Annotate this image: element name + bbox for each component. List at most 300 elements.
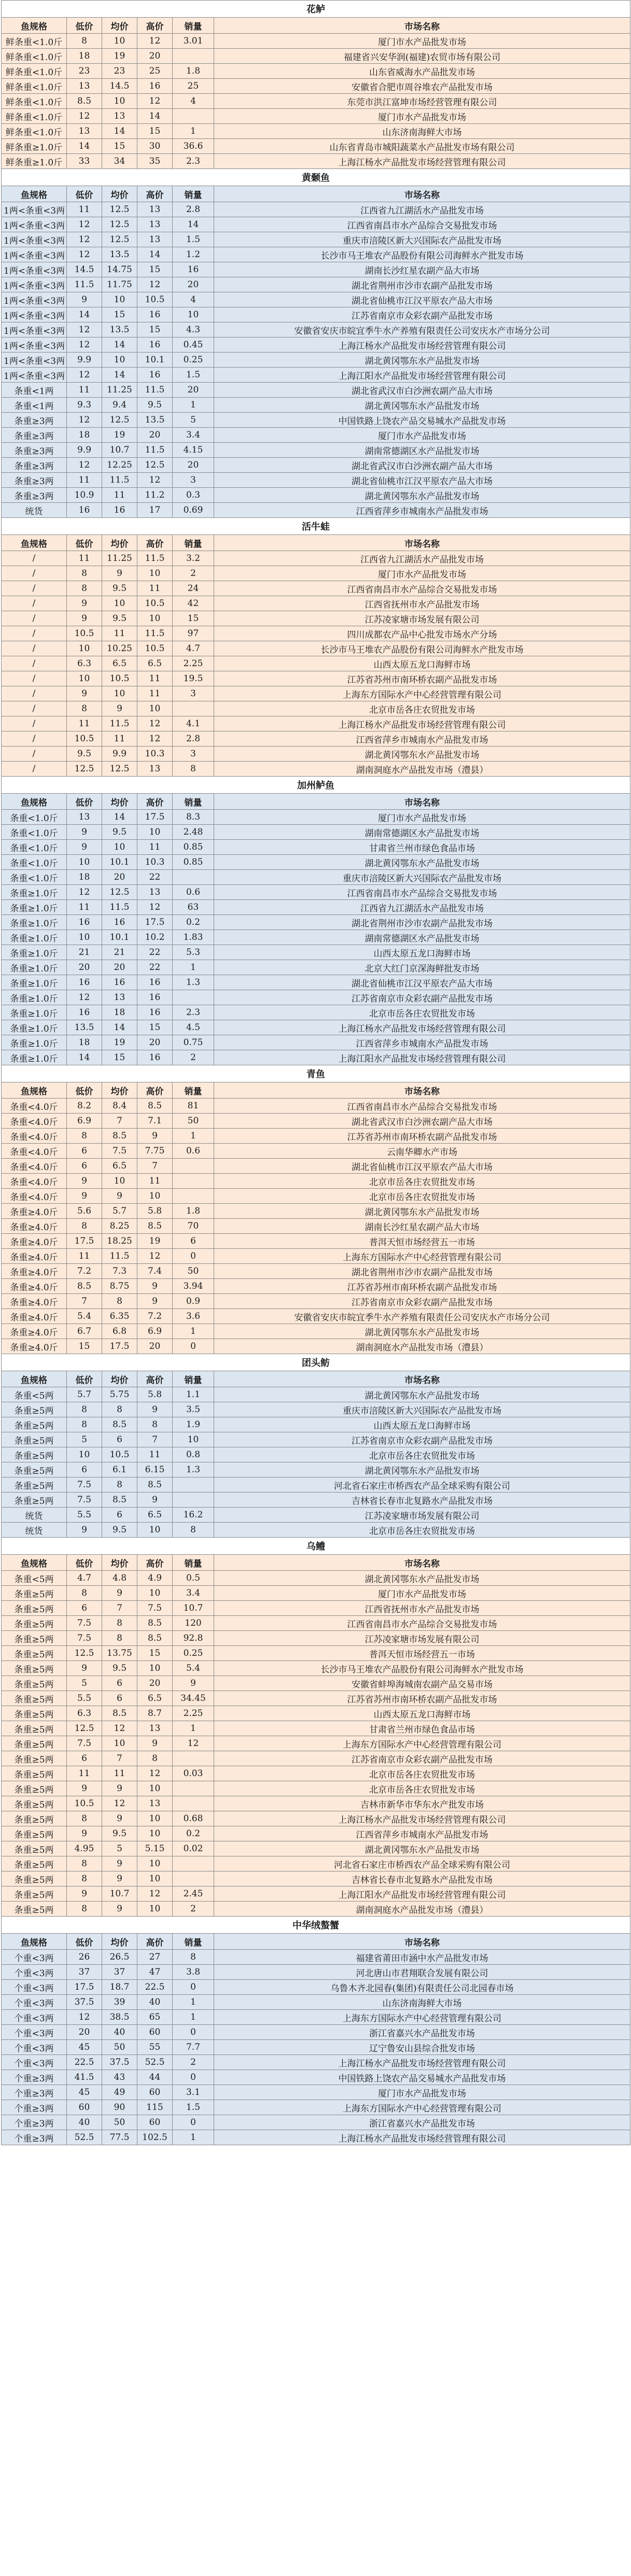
- table-row: [2, 2010, 630, 2025]
- table-row: [2, 641, 630, 656]
- volume-cell: 0.25: [173, 1646, 214, 1661]
- spec-cell: 条重≥4.0斤: [2, 1324, 67, 1339]
- market-cell: 上海东方国际水产中心经营管理有限公司: [214, 686, 630, 701]
- market-cell: 江苏省南京市众彩农副产品批发市场: [214, 1294, 630, 1309]
- high-price-cell: 15: [137, 1646, 173, 1661]
- market-cell: 上海江杨水产品批发市场经营管理有限公司: [214, 2055, 630, 2070]
- low-price-cell: 12: [67, 2010, 102, 2025]
- table-row: [2, 139, 630, 154]
- volume-cell: [173, 1796, 214, 1811]
- spec-cell: 条重≥5两: [2, 1887, 67, 1902]
- market-cell: 山西太原五龙口海鲜市场: [214, 1706, 630, 1721]
- market-cell: 湖北黄冈鄂东水产品批发市场: [214, 747, 630, 762]
- avg-price-cell: 90: [102, 2100, 137, 2115]
- section-title: 活牛蛙: [2, 518, 630, 535]
- high-price-cell: 7.1: [137, 1114, 173, 1129]
- volume-cell: 70: [173, 1219, 214, 1234]
- market-cell: 江苏凌家塘市场发展有限公司: [214, 1508, 630, 1523]
- market-cell: 厦门市水产品批发市场: [214, 1586, 630, 1601]
- avg-price-cell: 15: [102, 1050, 137, 1065]
- avg-price-cell: 10: [102, 353, 137, 368]
- volume-cell: 2.8: [173, 202, 214, 217]
- volume-cell: 0.2: [173, 1826, 214, 1841]
- high-price-cell: 10: [137, 1826, 173, 1841]
- high-price-cell: 10: [137, 1523, 173, 1538]
- header-spec: 鱼规格: [2, 18, 67, 34]
- high-price-cell: 22: [137, 945, 173, 960]
- volume-cell: 1.5: [173, 368, 214, 383]
- table-row: [2, 900, 630, 915]
- high-price-cell: 10: [137, 1902, 173, 1917]
- header-spec: 鱼规格: [2, 1934, 67, 1950]
- high-price-cell: 13: [137, 202, 173, 217]
- volume-cell: 81: [173, 1099, 214, 1114]
- table-row: [2, 1035, 630, 1050]
- table-row: [2, 1841, 630, 1856]
- volume-cell: 3.6: [173, 1309, 214, 1324]
- section-title: 团头鲂: [2, 1354, 630, 1371]
- market-cell: 重庆市涪陵区新大兴国际农产品批发市场: [214, 232, 630, 247]
- high-price-cell: 12.5: [137, 458, 173, 473]
- low-price-cell: 12: [67, 322, 102, 337]
- spec-cell: 1两<条重<3两: [2, 247, 67, 262]
- market-cell: 北京市岳各庄农贸批发市场: [214, 1766, 630, 1781]
- table-row: [2, 1736, 630, 1751]
- high-price-cell: 9: [137, 1493, 173, 1508]
- avg-price-cell: 40: [102, 2025, 137, 2040]
- low-price-cell: 9: [67, 1887, 102, 1902]
- low-price-cell: 18: [67, 49, 102, 64]
- market-cell: 山西太原五龙口海鲜市场: [214, 656, 630, 671]
- high-price-cell: 5.8: [137, 1387, 173, 1402]
- low-price-cell: 6.3: [67, 1706, 102, 1721]
- high-price-cell: 5.15: [137, 1841, 173, 1856]
- high-price-cell: 19: [137, 1234, 173, 1249]
- market-cell: 上海江阳水产品批发市场经营管理有限公司: [214, 1887, 630, 1902]
- table-row: [2, 885, 630, 900]
- low-price-cell: 12: [67, 109, 102, 124]
- volume-cell: 1.8: [173, 64, 214, 79]
- high-price-cell: 47: [137, 1965, 173, 1980]
- high-price-cell: 6.15: [137, 1462, 173, 1477]
- spec-cell: 条重<1.0斤: [2, 840, 67, 855]
- spec-cell: 鲜条重<1.0斤: [2, 79, 67, 94]
- header-low-price: 低价: [67, 535, 102, 551]
- spec-cell: 条重≥3两: [2, 413, 67, 428]
- volume-cell: 97: [173, 626, 214, 641]
- column-header-row: [2, 794, 630, 810]
- high-price-cell: 7.75: [137, 1144, 173, 1159]
- volume-cell: 8: [173, 762, 214, 777]
- high-price-cell: 16: [137, 337, 173, 353]
- header-avg-price: 均价: [102, 1555, 137, 1571]
- volume-cell: 92.8: [173, 1631, 214, 1646]
- volume-cell: 1.2: [173, 247, 214, 262]
- table-row: [2, 596, 630, 611]
- low-price-cell: 13: [67, 79, 102, 94]
- volume-cell: [173, 701, 214, 716]
- header-volume: 销量: [173, 535, 214, 551]
- table-row: [2, 810, 630, 825]
- avg-price-cell: 13: [102, 990, 137, 1005]
- column-header-row: [2, 18, 630, 34]
- table-row: [2, 1402, 630, 1417]
- header-avg-price: 均价: [102, 186, 137, 202]
- high-price-cell: 13: [137, 217, 173, 232]
- header-low-price: 低价: [67, 18, 102, 34]
- high-price-cell: 6.5: [137, 1508, 173, 1523]
- avg-price-cell: 7.3: [102, 1264, 137, 1279]
- section-title: 乌鳢: [2, 1538, 630, 1555]
- table-row: [2, 49, 630, 64]
- low-price-cell: 11.5: [67, 277, 102, 292]
- table-row: [2, 1234, 630, 1249]
- low-price-cell: 8: [67, 1902, 102, 1917]
- header-market: 市场名称: [214, 794, 630, 810]
- volume-cell: 8: [173, 1523, 214, 1538]
- table-row: [2, 232, 630, 247]
- market-cell: 长沙市马王堆农产品股份有限公司海鲜水产批发市场: [214, 247, 630, 262]
- avg-price-cell: 5: [102, 1841, 137, 1856]
- avg-price-cell: 6: [102, 1508, 137, 1523]
- avg-price-cell: 18: [102, 1005, 137, 1020]
- low-price-cell: 10: [67, 855, 102, 870]
- low-price-cell: 9: [67, 1826, 102, 1841]
- volume-cell: 1.5: [173, 232, 214, 247]
- low-price-cell: 7.5: [67, 1631, 102, 1646]
- spec-cell: 个重<3两: [2, 2010, 67, 2025]
- volume-cell: 25: [173, 79, 214, 94]
- high-price-cell: 20: [137, 1339, 173, 1354]
- table-row: [2, 488, 630, 503]
- spec-cell: /: [2, 731, 67, 747]
- header-market: 市场名称: [214, 1082, 630, 1099]
- market-cell: 江西省萍乡市城南水产品批发市场: [214, 1035, 630, 1050]
- high-price-cell: 20: [137, 1035, 173, 1050]
- high-price-cell: 60: [137, 2085, 173, 2100]
- market-cell: 上海江杨水产品批发市场经营管理有限公司: [214, 1811, 630, 1826]
- volume-cell: 10.7: [173, 1601, 214, 1616]
- low-price-cell: 12: [67, 885, 102, 900]
- market-cell: 上海江杨水产品批发市场经营管理有限公司: [214, 337, 630, 353]
- market-cell: 湖北省武汉市白沙洲农副产品大市场: [214, 458, 630, 473]
- high-price-cell: 7.2: [137, 1309, 173, 1324]
- low-price-cell: 6: [67, 1462, 102, 1477]
- low-price-cell: 16: [67, 503, 102, 518]
- spec-cell: 个重<3两: [2, 2025, 67, 2040]
- high-price-cell: 115: [137, 2100, 173, 2115]
- low-price-cell: 12: [67, 458, 102, 473]
- table-row: [2, 1631, 630, 1646]
- table-row: [2, 671, 630, 686]
- volume-cell: [173, 1174, 214, 1189]
- spec-cell: 条重≥1.0斤: [2, 930, 67, 945]
- avg-price-cell: 9.5: [102, 611, 137, 626]
- market-cell: 湖北省武汉市白沙洲农副产品大市场: [214, 1114, 630, 1129]
- high-price-cell: 9: [137, 1402, 173, 1417]
- table-row: [2, 292, 630, 307]
- header-volume: 销量: [173, 18, 214, 34]
- market-cell: 江西省萍乡市城南水产品批发市场: [214, 1826, 630, 1841]
- volume-cell: 1: [173, 2130, 214, 2145]
- low-price-cell: 41.5: [67, 2070, 102, 2085]
- avg-price-cell: 9.5: [102, 1826, 137, 1841]
- market-cell: 湖南长沙红星农副产品大市场: [214, 1219, 630, 1234]
- spec-cell: 1两<条重<3两: [2, 307, 67, 322]
- volume-cell: 5.4: [173, 1661, 214, 1676]
- avg-price-cell: 10.25: [102, 641, 137, 656]
- market-cell: 河北唐山市君翔联合发展有限公司: [214, 1965, 630, 1980]
- section-title-row: [2, 1538, 630, 1555]
- section-title-row: [2, 169, 630, 186]
- high-price-cell: 102.5: [137, 2130, 173, 2145]
- section-title: 黄颡鱼: [2, 169, 630, 186]
- low-price-cell: 45: [67, 2085, 102, 2100]
- low-price-cell: 8: [67, 701, 102, 716]
- volume-cell: 12: [173, 1736, 214, 1751]
- spec-cell: 条重≥1.0斤: [2, 990, 67, 1005]
- high-price-cell: 30: [137, 139, 173, 154]
- spec-cell: /: [2, 716, 67, 731]
- spec-cell: 条重≥5两: [2, 1432, 67, 1447]
- spec-cell: 条重≥5两: [2, 1871, 67, 1887]
- high-price-cell: 9: [137, 1129, 173, 1144]
- header-market: 市场名称: [214, 1371, 630, 1387]
- market-cell: 江苏省苏州市南环桥农副产品批发市场: [214, 1129, 630, 1144]
- high-price-cell: 11.2: [137, 488, 173, 503]
- header-volume: 销量: [173, 1371, 214, 1387]
- table-row: [2, 368, 630, 383]
- avg-price-cell: 11: [102, 731, 137, 747]
- high-price-cell: 11.5: [137, 551, 173, 566]
- avg-price-cell: 38.5: [102, 2010, 137, 2025]
- volume-cell: 4.5: [173, 1020, 214, 1035]
- market-cell: 厦门市水产品批发市场: [214, 2085, 630, 2100]
- table-row: [2, 428, 630, 443]
- low-price-cell: 20: [67, 2025, 102, 2040]
- volume-cell: 1: [173, 1995, 214, 2010]
- high-price-cell: 22: [137, 870, 173, 885]
- high-price-cell: 10: [137, 1661, 173, 1676]
- low-price-cell: 18: [67, 1035, 102, 1050]
- volume-cell: 42: [173, 596, 214, 611]
- market-cell: 普洱天恒市场经营五一市场: [214, 1234, 630, 1249]
- low-price-cell: 23: [67, 64, 102, 79]
- volume-cell: 0.85: [173, 840, 214, 855]
- market-cell: 湖北省荆州市沙市农副产品批发市场: [214, 915, 630, 930]
- volume-cell: 2.48: [173, 825, 214, 840]
- market-cell: 湖北黄冈鄂东水产品批发市场: [214, 1571, 630, 1586]
- table-row: [2, 581, 630, 596]
- avg-price-cell: 9: [102, 1902, 137, 1917]
- avg-price-cell: 9.5: [102, 825, 137, 840]
- avg-price-cell: 10.7: [102, 1887, 137, 1902]
- table-row: [2, 1508, 630, 1523]
- header-volume: 销量: [173, 1555, 214, 1571]
- low-price-cell: 9: [67, 596, 102, 611]
- table-row: [2, 1721, 630, 1736]
- market-cell: 安徽省蚌埠海城南农副产品交易市场: [214, 1676, 630, 1691]
- high-price-cell: 17.5: [137, 915, 173, 930]
- avg-price-cell: 12.5: [102, 202, 137, 217]
- volume-cell: 2: [173, 2055, 214, 2070]
- avg-price-cell: 9: [102, 1586, 137, 1601]
- spec-cell: 条重≥4.0斤: [2, 1279, 67, 1294]
- spec-cell: 个重≥3两: [2, 2100, 67, 2115]
- table-row: [2, 1050, 630, 1065]
- spec-cell: /: [2, 671, 67, 686]
- table-row: [2, 1980, 630, 1995]
- market-cell: 湖南洞庭水产品批发市场（澧县）: [214, 1339, 630, 1354]
- market-cell: 湖北省荆州市沙市农副产品批发市场: [214, 277, 630, 292]
- high-price-cell: 9: [137, 1294, 173, 1309]
- spec-cell: 条重<4.0斤: [2, 1174, 67, 1189]
- section-title: 中华绒螯蟹: [2, 1917, 630, 1934]
- avg-price-cell: 20: [102, 960, 137, 975]
- volume-cell: 0.3: [173, 488, 214, 503]
- avg-price-cell: 11: [102, 626, 137, 641]
- market-cell: 江苏省南京市众彩农副产品批发市场: [214, 1432, 630, 1447]
- high-price-cell: 10.5: [137, 292, 173, 307]
- market-cell: 福建省莆田市涵中水产品批发市场: [214, 1950, 630, 1965]
- low-price-cell: 8: [67, 1219, 102, 1234]
- low-price-cell: 9: [67, 292, 102, 307]
- low-price-cell: 11: [67, 551, 102, 566]
- avg-price-cell: 6.8: [102, 1324, 137, 1339]
- column-header-row: [2, 1555, 630, 1571]
- spec-cell: 鲜条重<1.0斤: [2, 34, 67, 49]
- spec-cell: 1两<条重<3两: [2, 232, 67, 247]
- avg-price-cell: 9: [102, 1189, 137, 1204]
- volume-cell: 20: [173, 458, 214, 473]
- table-row: [2, 1616, 630, 1631]
- avg-price-cell: 10.5: [102, 1447, 137, 1462]
- spec-cell: 条重≥4.0斤: [2, 1309, 67, 1324]
- avg-price-cell: 7: [102, 1751, 137, 1766]
- section-title-row: [2, 518, 630, 535]
- avg-price-cell: 9.5: [102, 1661, 137, 1676]
- low-price-cell: 11: [67, 716, 102, 731]
- high-price-cell: 65: [137, 2010, 173, 2025]
- high-price-cell: 12: [137, 1887, 173, 1902]
- volume-cell: 3.4: [173, 1586, 214, 1601]
- volume-cell: 1: [173, 2010, 214, 2025]
- high-price-cell: 60: [137, 2025, 173, 2040]
- volume-cell: 10: [173, 1432, 214, 1447]
- spec-cell: 条重≥5两: [2, 1736, 67, 1751]
- volume-cell: 2.3: [173, 154, 214, 169]
- avg-price-cell: 7.5: [102, 1144, 137, 1159]
- table-row: [2, 262, 630, 277]
- header-high-price: 高价: [137, 1371, 173, 1387]
- market-cell: 湖南洞庭水产品批发市场（澧县）: [214, 1902, 630, 1917]
- spec-cell: 鲜条重<1.0斤: [2, 64, 67, 79]
- low-price-cell: 13: [67, 810, 102, 825]
- high-price-cell: 15: [137, 262, 173, 277]
- low-price-cell: 52.5: [67, 2130, 102, 2145]
- market-cell: 北京市岳各庄农贸批发市场: [214, 1781, 630, 1796]
- market-cell: 上海东方国际水产中心经营管理有限公司: [214, 1736, 630, 1751]
- low-price-cell: 12: [67, 217, 102, 232]
- market-cell: 吉林市新华市华东水产批发市场: [214, 1796, 630, 1811]
- low-price-cell: 9: [67, 611, 102, 626]
- low-price-cell: 14.5: [67, 262, 102, 277]
- avg-price-cell: 10: [102, 1736, 137, 1751]
- high-price-cell: 11: [137, 840, 173, 855]
- market-cell: 湖北省武汉市白沙洲农副产品大市场: [214, 383, 630, 398]
- high-price-cell: 55: [137, 2040, 173, 2055]
- avg-price-cell: 12.25: [102, 458, 137, 473]
- section-title: 加州鲈鱼: [2, 777, 630, 794]
- market-cell: 湖北黄冈鄂东水产品批发市场: [214, 1462, 630, 1477]
- spec-cell: 条重≥5两: [2, 1751, 67, 1766]
- high-price-cell: 10.3: [137, 855, 173, 870]
- table-row: [2, 747, 630, 762]
- low-price-cell: 37.5: [67, 1995, 102, 2010]
- spec-cell: 个重<3两: [2, 1980, 67, 1995]
- high-price-cell: 6.5: [137, 1691, 173, 1706]
- avg-price-cell: 23: [102, 64, 137, 79]
- volume-cell: 1: [173, 1721, 214, 1736]
- table-row: [2, 1204, 630, 1219]
- table-row: [2, 1432, 630, 1447]
- low-price-cell: 9: [67, 1174, 102, 1189]
- table-row: [2, 840, 630, 855]
- low-price-cell: 11: [67, 900, 102, 915]
- spec-cell: 鲜条重<1.0斤: [2, 49, 67, 64]
- volume-cell: [173, 1781, 214, 1796]
- avg-price-cell: 10: [102, 686, 137, 701]
- low-price-cell: 14: [67, 139, 102, 154]
- market-cell: 湖北黄冈鄂东水产品批发市场: [214, 353, 630, 368]
- avg-price-cell: 13.5: [102, 322, 137, 337]
- spec-cell: 条重≥3两: [2, 473, 67, 488]
- low-price-cell: 7.5: [67, 1736, 102, 1751]
- market-cell: 江西省抚州市水产品批发市场: [214, 1601, 630, 1616]
- spec-cell: 条重≥5两: [2, 1493, 67, 1508]
- table-row: [2, 716, 630, 731]
- low-price-cell: 8: [67, 566, 102, 581]
- header-high-price: 高价: [137, 1934, 173, 1950]
- price-table-body: [2, 1, 630, 2145]
- table-row: [2, 1005, 630, 1020]
- avg-price-cell: 8: [102, 1616, 137, 1631]
- low-price-cell: 8: [67, 1129, 102, 1144]
- market-cell: 江苏省苏州市南环桥农副产品批发市场: [214, 1279, 630, 1294]
- header-low-price: 低价: [67, 794, 102, 810]
- header-high-price: 高价: [137, 794, 173, 810]
- spec-cell: 个重≥3两: [2, 2070, 67, 2085]
- table-row: [2, 64, 630, 79]
- market-cell: 河北省石家庄市桥西农产品全球采购有限公司: [214, 1856, 630, 1871]
- table-row: [2, 1887, 630, 1902]
- spec-cell: 条重<5两: [2, 1387, 67, 1402]
- spec-cell: 条重≥4.0斤: [2, 1219, 67, 1234]
- column-header-row: [2, 1371, 630, 1387]
- avg-price-cell: 9.5: [102, 1523, 137, 1538]
- volume-cell: 4: [173, 94, 214, 109]
- volume-cell: 10: [173, 307, 214, 322]
- low-price-cell: 4.95: [67, 1841, 102, 1856]
- avg-price-cell: 13.5: [102, 247, 137, 262]
- market-cell: 江苏省南京市众彩农副产品批发市场: [214, 307, 630, 322]
- market-cell: 厦门市水产品批发市场: [214, 109, 630, 124]
- avg-price-cell: 26.5: [102, 1950, 137, 1965]
- market-cell: 长沙市马王堆农产品股份有限公司海鲜水产批发市场: [214, 1661, 630, 1676]
- avg-price-cell: 14: [102, 124, 137, 139]
- table-row: [2, 1447, 630, 1462]
- table-row: [2, 1174, 630, 1189]
